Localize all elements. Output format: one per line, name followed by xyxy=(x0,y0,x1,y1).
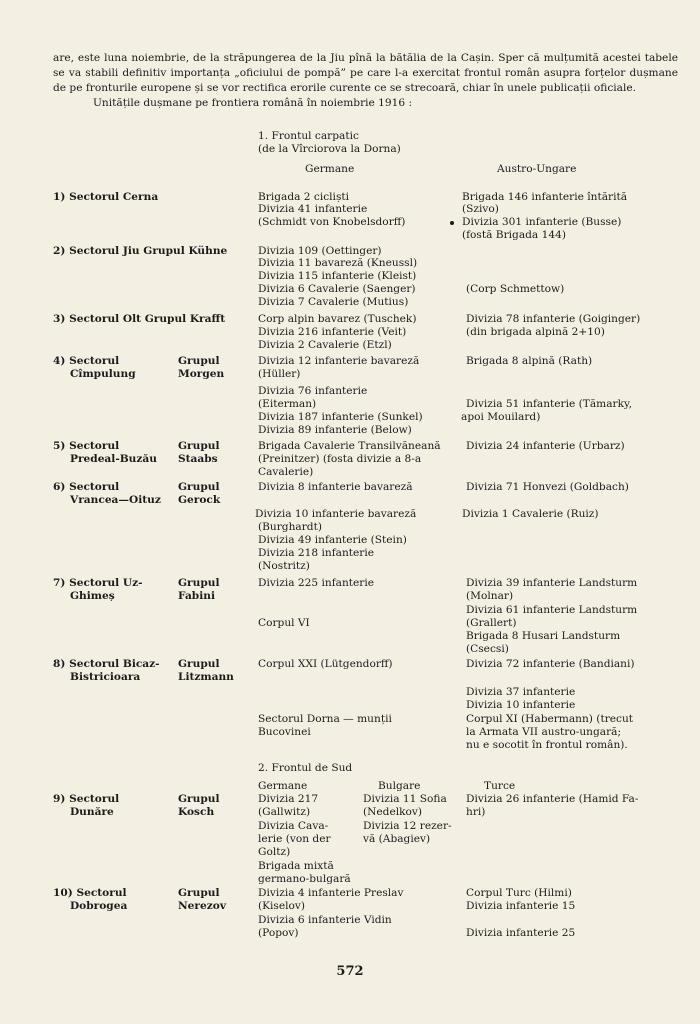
sector-8-german-2: Bucovinei xyxy=(258,726,311,738)
sector-7-label-1: Ghimeș xyxy=(70,590,115,602)
sector-4-german-5: Divizia 89 infanterie (Below) xyxy=(258,424,412,436)
sector-9-turc-0: Divizia 26 infanterie (Hamid Fa- xyxy=(466,793,639,805)
sector-10-german-3: (Popov) xyxy=(258,927,299,939)
intro-paragraph: are, este luna noiembrie, de la străpungerea de la Jiu pînă la bătălia de la Cașin. Sper că mulțumită acestei tabele se va stabili definitiv importanța „oficiului de pompă” pe care l-a exercitat frontul român asupra forțelor dușmane de pe fronturile europene și se vor rectifica erorile curente ce se strecoară, chiar în unele publicații oficiale. xyxy=(53,52,678,94)
sector-4-group-0: Grupul xyxy=(178,355,220,367)
sector-1-austro-3: (fostă Brigada 144) xyxy=(462,229,566,241)
bullet-dot xyxy=(450,221,454,225)
sector-9-german-5: Brigada mixtă xyxy=(258,860,334,872)
sector-10-turc-2: Divizia infanterie 25 xyxy=(466,927,576,939)
sector-10-turc-1: Divizia infanterie 15 xyxy=(466,900,576,912)
sector-5-german-2: Cavalerie) xyxy=(258,466,314,478)
sector-10-label-0: 10) Sectorul xyxy=(53,887,127,899)
sector-6-german-4: Divizia 218 infanterie xyxy=(258,547,375,559)
front1-subtitle: (de la Vîrciorova la Dorna) xyxy=(258,143,401,155)
sector-7-austro-0: Divizia 39 infanterie Landsturm xyxy=(466,577,638,589)
sector-4-austro-2: apoi Mouilard) xyxy=(461,411,541,423)
sector-8-austro-5: nu e socotit în frontul român). xyxy=(466,739,628,751)
sector-2-austro-0: (Corp Schmettow) xyxy=(466,283,565,295)
sector-3-german-2: Divizia 2 Cavalerie (Etzl) xyxy=(258,339,392,351)
sector-9-german-3: lerie (von der xyxy=(258,833,331,845)
sector-6-label-0: 6) Sectorul xyxy=(53,481,120,493)
sector-10-turc-0: Corpul Turc (Hilmi) xyxy=(466,887,572,899)
sector-4-label-0: 4) Sectorul xyxy=(53,355,120,367)
sector-1-austro-0: Brigada 146 infanterie întărită xyxy=(462,191,628,203)
col-german-header: Germane xyxy=(305,163,355,175)
sector-1-german-1: Divizia 41 infanterie xyxy=(258,203,368,215)
sector-8-austro-3: Corpul XI (Habermann) (trecut xyxy=(466,713,634,725)
sector-1-label: 1) Sectorul Cerna xyxy=(53,191,159,203)
sector-10-german-0: Divizia 4 infanterie Preslav xyxy=(258,887,404,899)
intro-text xyxy=(53,51,678,111)
sector-4-german-3: (Eiterman) xyxy=(258,398,317,410)
sector-6-group-1: Gerock xyxy=(178,494,221,506)
sector-4-group-1: Morgen xyxy=(178,368,225,380)
col-turc-header: Turce xyxy=(484,780,516,792)
sector-4-austro-0: Brigada 8 alpină (Rath) xyxy=(466,355,593,367)
sector-6-german-3: Divizia 49 infanterie (Stein) xyxy=(258,534,407,546)
sector-6-label-1: Vrancea—Oituz xyxy=(70,494,161,506)
sector-8-group-1: Litzmann xyxy=(178,671,234,683)
sector-6-german-1: Divizia 10 infanterie bavareză xyxy=(255,508,417,520)
sector-8-austro-4: la Armata VII austro-ungară; xyxy=(466,726,622,738)
sector-6-german-5: (Nostritz) xyxy=(258,560,310,572)
sector-4-german-4: Divizia 187 infanterie (Sunkel) xyxy=(258,411,423,423)
sector-4-label-1: Cîmpulung xyxy=(70,368,136,380)
sector-7-austro-2: Divizia 61 infanterie Landsturm xyxy=(466,604,638,616)
sector-10-german-2: Divizia 6 infanterie Vidin xyxy=(258,914,392,926)
sector-7-group-0: Grupul xyxy=(178,577,220,589)
sector-8-austro-1: Divizia 37 infanterie xyxy=(466,686,576,698)
front1-title: 1. Frontul carpatic xyxy=(258,130,359,142)
sector-5-austro-0: Divizia 24 infanterie (Urbarz) xyxy=(466,440,625,452)
sector-10-german-1: (Kiselov) xyxy=(258,900,306,912)
sector-8-german-1: Sectorul Dorna — munții xyxy=(258,713,392,725)
sector-9-german-0: Divizia 217 xyxy=(258,793,319,805)
sector-2-german-2: Divizia 115 infanterie (Kleist) xyxy=(258,270,417,282)
sector-1-austro-1: (Szivo) xyxy=(462,203,499,215)
sector-3-label: 3) Sectorul Olt Grupul Krafft xyxy=(53,313,226,325)
sector-9-bulgar-2: Divizia 12 rezer- xyxy=(363,820,452,832)
sector-9-bulgar-0: Divizia 11 Sofia xyxy=(363,793,447,805)
sector-6-german-2: (Burghardt) xyxy=(258,521,322,533)
sector-9-german-1: (Gallwitz) xyxy=(258,806,311,818)
sector-2-german-3: Divizia 6 Cavalerie (Saenger) xyxy=(258,283,416,295)
sector-5-german-0: Brigada Cavalerie Transilvăneană xyxy=(258,440,441,452)
sector-9-bulgar-1: (Nedelkov) xyxy=(363,806,423,818)
sector-6-group-0: Grupul xyxy=(178,481,220,493)
sector-7-austro-5: (Csecsi) xyxy=(466,643,509,655)
sector-8-group-0: Grupul xyxy=(178,658,220,670)
sector-4-german-0: Divizia 12 infanterie bavareză xyxy=(258,355,420,367)
sector-5-group-1: Staabs xyxy=(178,453,218,465)
col-austro-header: Austro-Ungare xyxy=(497,163,577,175)
sector-8-german-0: Corpul XXI (Lütgendorff) xyxy=(258,658,393,670)
sector-9-german-4: Goltz) xyxy=(258,846,291,858)
sector-3-austro-0: Divizia 78 infanterie (Goiginger) xyxy=(466,313,641,325)
sector-7-german-0: Divizia 225 infanterie xyxy=(258,577,375,589)
sector-7-german-1: Corpul VI xyxy=(258,617,310,629)
sector-4-german-2: Divizia 76 infanterie xyxy=(258,385,368,397)
sector-6-austro-0: Divizia 71 Honvezi (Goldbach) xyxy=(466,481,629,493)
sector-3-german-0: Corp alpin bavarez (Tuschek) xyxy=(258,313,417,325)
sector-8-label-1: Bistricioara xyxy=(70,671,141,683)
sector-10-label-1: Dobrogea xyxy=(70,900,128,912)
sector-7-group-1: Fabini xyxy=(178,590,215,602)
page-number: 572 xyxy=(336,964,364,979)
sector-9-label-0: 9) Sectorul xyxy=(53,793,120,805)
sector-6-austro-1: Divizia 1 Cavalerie (Ruiz) xyxy=(462,508,599,520)
sector-5-german-1: (Preinitzer) (fosta divizie a 8-a xyxy=(258,453,422,465)
sector-1-german-0: Brigada 2 cicliști xyxy=(258,191,350,203)
sector-7-austro-3: (Grallert) xyxy=(466,617,517,629)
sector-9-german-2: Divizia Cava- xyxy=(258,820,329,832)
sector-1-austro-2: Divizia 301 infanterie (Busse) xyxy=(462,216,622,228)
sector-7-austro-4: Brigada 8 Husari Landsturm xyxy=(466,630,621,642)
sector-3-austro-1: (din brigada alpină 2+10) xyxy=(466,326,605,338)
sector-10-group-0: Grupul xyxy=(178,887,220,899)
sector-2-german-4: Divizia 7 Cavalerie (Mutius) xyxy=(258,296,409,308)
sector-8-austro-2: Divizia 10 infanterie xyxy=(466,699,576,711)
sector-7-label-0: 7) Sectorul Uz- xyxy=(53,577,143,589)
sector-4-german-1: (Hüller) xyxy=(258,368,301,380)
sector-9-group-0: Grupul xyxy=(178,793,220,805)
col-bulgar-header: Bulgare xyxy=(378,780,421,792)
sector-9-turc-1: hri) xyxy=(466,806,486,818)
sector-2-label: 2) Sectorul Jiu Grupul Kühne xyxy=(53,245,228,257)
front2-title: 2. Frontul de Sud xyxy=(258,762,353,774)
sector-10-group-1: Nerezov xyxy=(178,900,226,912)
col-german-header-2: Germane xyxy=(258,780,308,792)
table-lead: Unitățile dușmane pe frontiera română în noiembrie 1916 : xyxy=(93,97,413,109)
sector-5-label-1: Predeal-Buzău xyxy=(70,453,157,465)
sector-5-group-0: Grupul xyxy=(178,440,220,452)
sector-3-german-1: Divizia 216 infanterie (Veit) xyxy=(258,326,407,338)
sector-9-german-6: germano-bulgară xyxy=(258,873,351,885)
sector-6-german-0: Divizia 8 infanterie bavareză xyxy=(258,481,413,493)
sector-7-austro-1: (Molnar) xyxy=(466,590,514,602)
sector-2-german-1: Divizia 11 bavareză (Kneussl) xyxy=(258,257,418,269)
sector-5-label-0: 5) Sectorul xyxy=(53,440,120,452)
sector-8-austro-0: Divizia 72 infanterie (Bandiani) xyxy=(466,658,635,670)
sector-4-austro-1: Divizia 51 infanterie (Tămarky, xyxy=(466,398,632,410)
sector-2-german-0: Divizia 109 (Oettinger) xyxy=(258,245,382,257)
sector-1-german-2: (Schmidt von Knobelsdorff) xyxy=(258,216,406,228)
sector-8-label-0: 8) Sectorul Bicaz- xyxy=(53,658,160,670)
sector-9-group-1: Kosch xyxy=(178,806,215,818)
sector-9-bulgar-3: vă (Abagiev) xyxy=(363,833,431,845)
sector-9-label-1: Dunăre xyxy=(70,806,114,818)
